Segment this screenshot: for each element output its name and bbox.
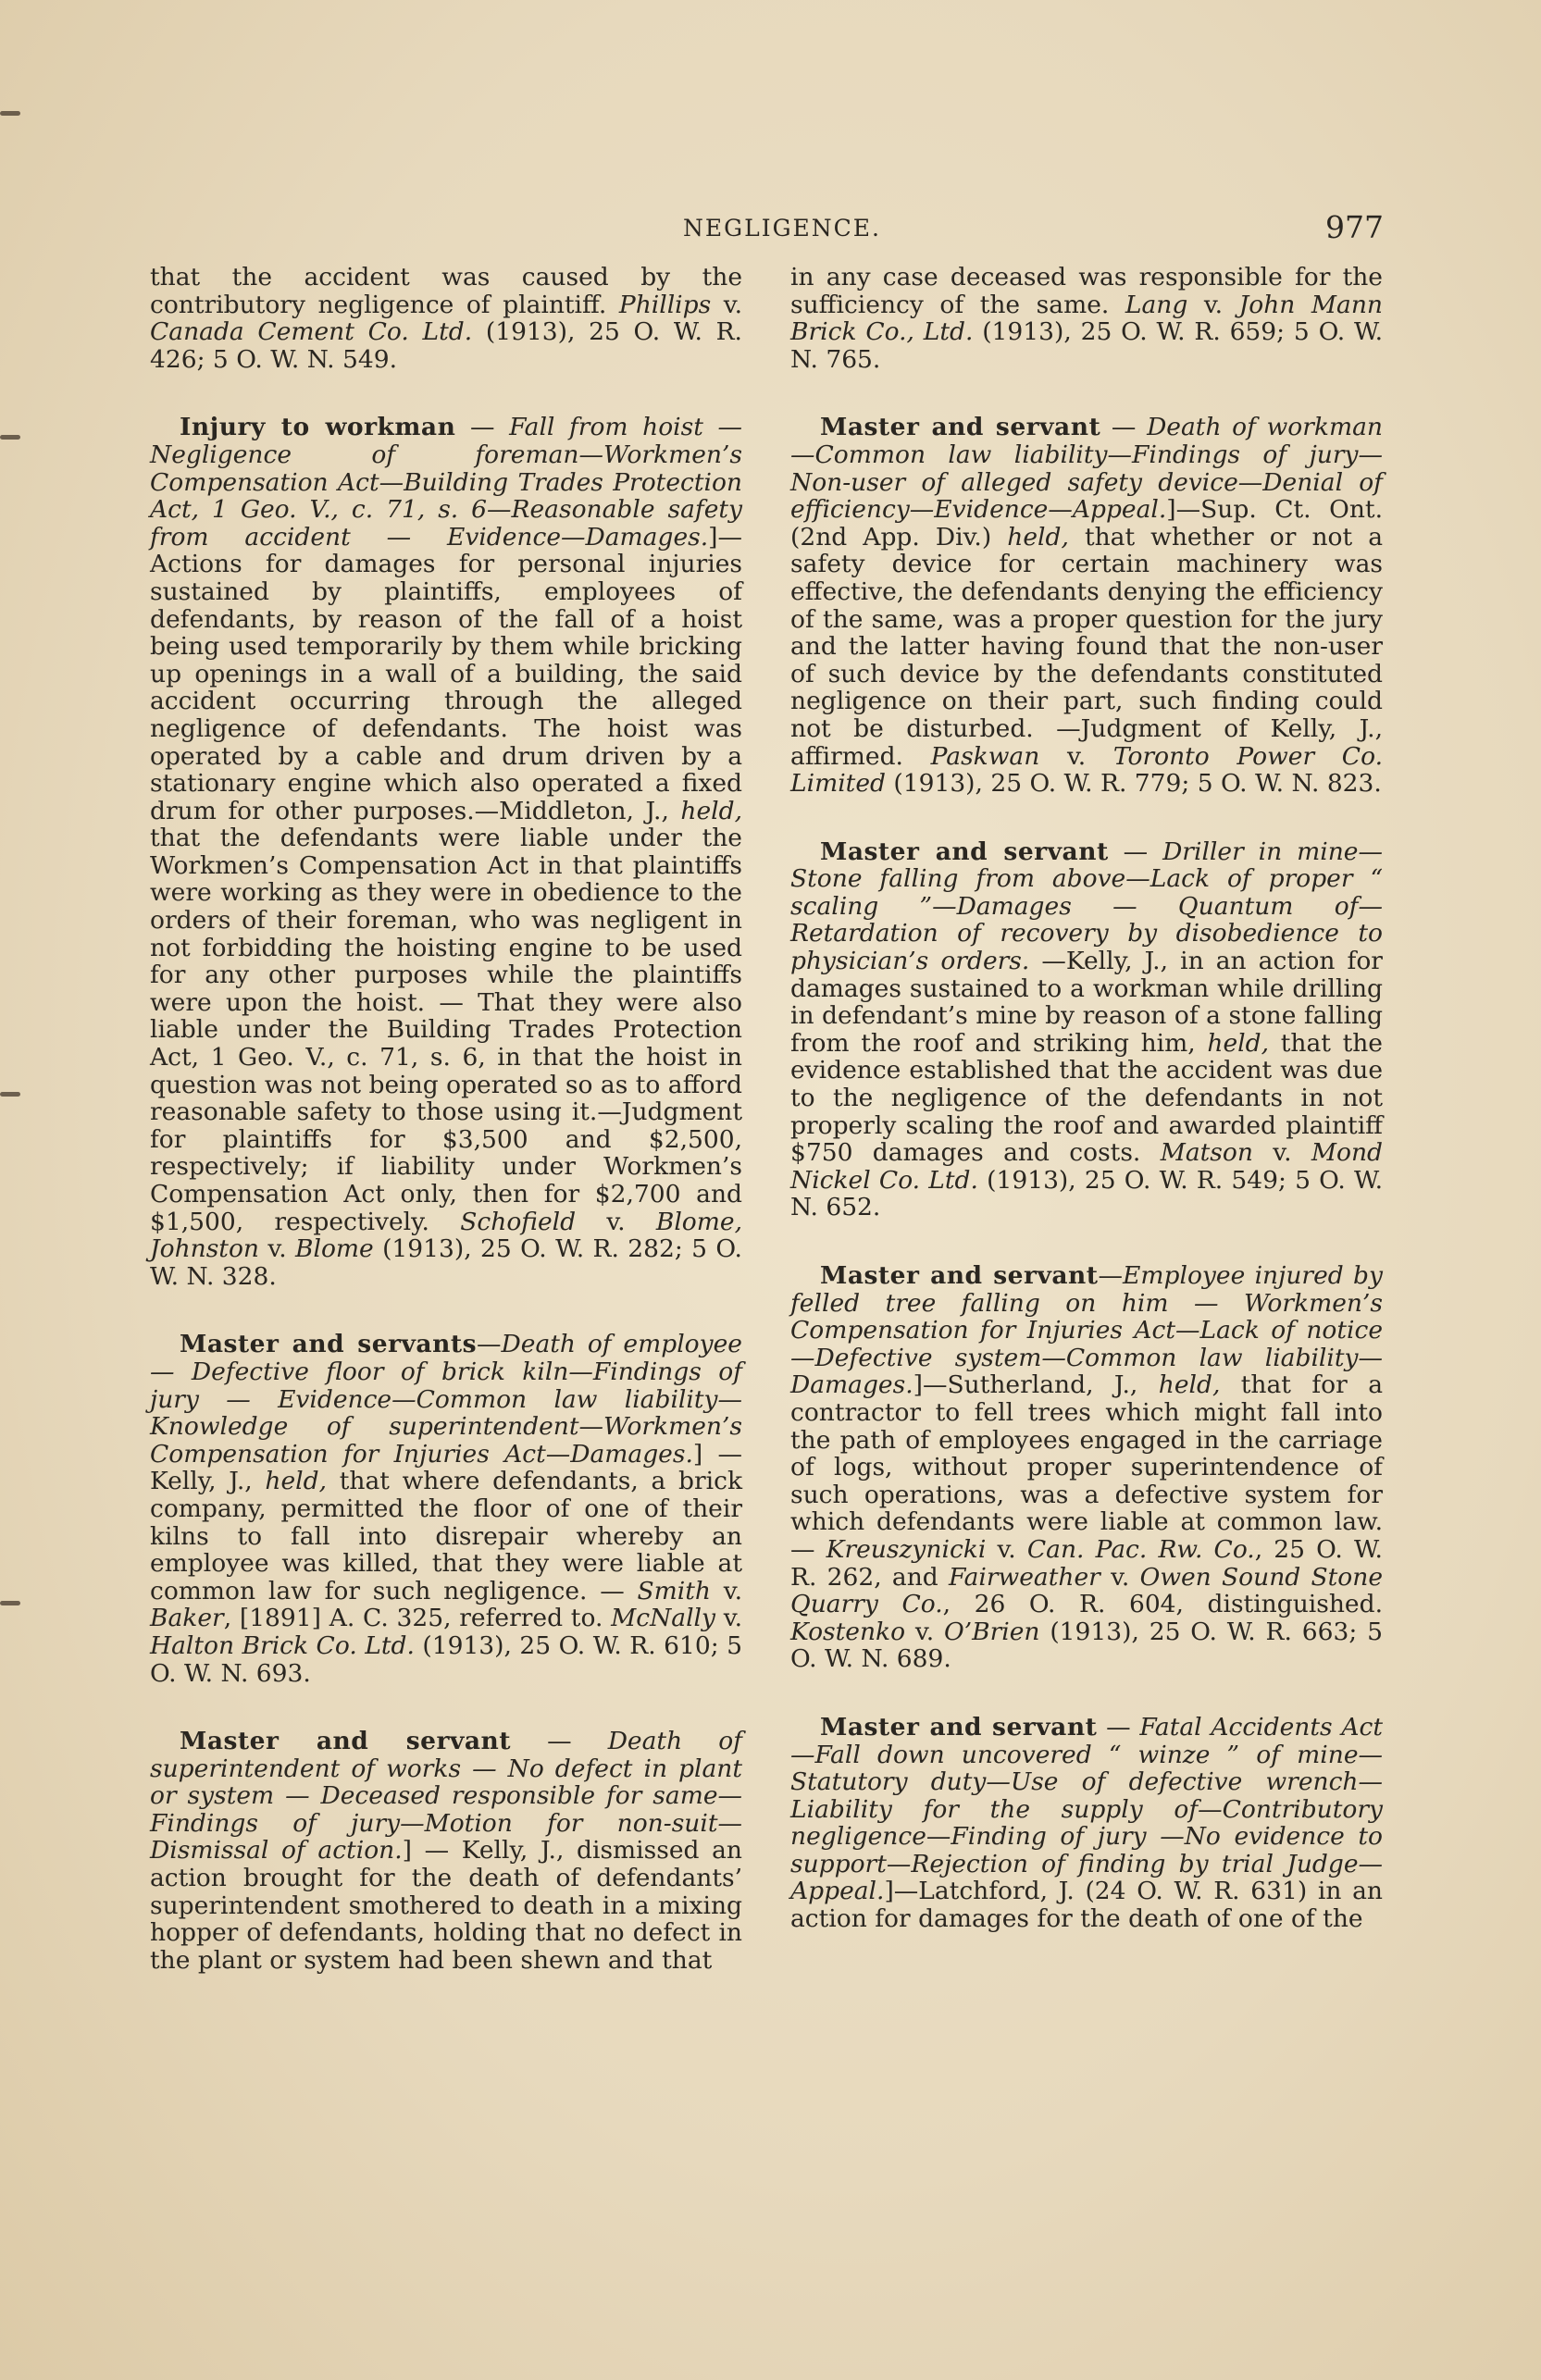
italic-text: Employee injured by felled tree falling on him — Workmen’s Compensation for Injuries Act—Lack of notice—Defective system—Common law liability—Damages. (790, 1261, 1383, 1400)
body-text: — (455, 413, 510, 442)
body-text: — (511, 1727, 608, 1756)
body-text: v. (1100, 1562, 1140, 1592)
body-text: that the accident was caused by the contributory negligence of plaintiff. (150, 263, 742, 319)
body-text: , 25 O. W. R. 262, and (790, 1534, 1383, 1592)
italic-text: Paskwan (930, 741, 1040, 771)
body-text: v. (711, 290, 742, 319)
body-text: — (1108, 837, 1163, 866)
italic-text: Fatal Accidents Act—Fall down uncovered “ winze ” of mine—Statutory duty—Use of defective wrench—Liability for the supply of—Contributory negligence—Finding of jury —No evidence to support—Rejection of finding by trial Judge—Appeal. (790, 1712, 1383, 1906)
italic-text: held, (1007, 522, 1069, 552)
italic-text: Owen Sound Stone Quarry Co. (790, 1562, 1384, 1619)
italic-text: Baker (150, 1604, 224, 1633)
body-text: v. (715, 1604, 742, 1633)
italic-text: held, (1158, 1370, 1221, 1400)
body-text: that where defendants, a brick company, permitted the floor of one of their kilns to fall into disrepair whereby an employee was killed, that they were liable at common law for such negligence. — (150, 1467, 743, 1605)
margin-mark (0, 435, 20, 440)
body-text: —Kelly, J., in an action for damages sustained to a workman while drilling in defendant’s mine by reason of a stone falling from the roof and striking him, (790, 947, 1383, 1058)
italic-text: Kostenko (790, 1617, 906, 1646)
body-text: — (477, 1330, 502, 1359)
italic-text: Halton Brick Co. Ltd. (150, 1630, 415, 1660)
case-heading: Master and servant (820, 1712, 1098, 1742)
italic-text: O’Brien (943, 1617, 1040, 1646)
body-text: — (1098, 1261, 1124, 1290)
body-text: v. (1187, 290, 1239, 319)
case-entry (150, 1728, 742, 1974)
body-text: (1913), 25 O. W. R. 779; 5 O. W. N. 823. (885, 769, 1382, 799)
continued-paragraph (150, 264, 742, 373)
italic-text: held, (265, 1467, 328, 1496)
body-text: v. (710, 1576, 742, 1605)
body-text: — (1097, 1712, 1140, 1742)
case-heading: Master and servants (180, 1330, 478, 1359)
body-text: v. (576, 1207, 656, 1236)
body-text: that the defendants were liable under the Workmen’s Compensation Act in that plaintiffs were working as they were in obedience to the orders of their foreman, who was negligent in not forbidding the hoisting engine to be used for any other purposes while the plaintiffs were upon the hoist. — That they were also liable under the Building Trades Protection Act, 1 Geo. V., c. 71, s. 6, in that the hoist in question was not being operated so as to afford reasonable safety to those using it.—Judgment for plaintiffs for $3,500 and $2,500, respectively; if liability under Workmen’s Compensation Act only, then for $2,700 and $1,500, respectively. (150, 824, 742, 1236)
case-entry (150, 1331, 742, 1687)
italic-text: Smith (637, 1576, 711, 1605)
italic-text: Mond Nickel Co. Ltd. (790, 1138, 1383, 1195)
body-text: ]—Actions for damages for personal injuries sustained by plaintiffs, employees of defendants, by reason of the fall of a hoist being used temporarily by them while bricking up openings in a wall of a building, the said accident occurring through the alleged negligence of defendants. The hoist was operated by a cable and drum driven by a stationary engine which also operated a fixed drum for other purposes.—Middleton, J., (150, 522, 742, 825)
case-heading: Master and servant (180, 1727, 512, 1756)
italic-text: Phillips (618, 290, 712, 319)
italic-text: Death of workman—Common law liability—Findings of jury—Non-user of alleged safety device—Denial of efficiency—Evidence—Appeal. (790, 413, 1383, 525)
italic-text: Toronto Power Co. Limited (790, 741, 1383, 799)
continued-paragraph (790, 264, 1383, 373)
italic-text: Can. Pac. Rw. Co. (1026, 1534, 1255, 1564)
body-text: ]—Latchford, J. (24 O. W. R. 631) in an action for damages for the death of one of the (790, 1877, 1383, 1934)
body-text: v. (986, 1534, 1027, 1564)
margin-mark (0, 1092, 20, 1097)
body-text: v. (258, 1234, 295, 1264)
case-entry (790, 838, 1383, 1221)
italic-text: Blome, Johnston (150, 1207, 742, 1264)
italic-text: Blome (295, 1234, 374, 1264)
italic-text: held, (680, 796, 742, 825)
body-text: that whether or not a safety device for certain machinery was effective, the defendants denying the efficiency of the same, was a proper question for the jury and the latter having found that the non-user of such device by the defendants constituted negligence on their part, such finding could not be disturbed. —Judgment of Kelly, J., affirmed. (790, 522, 1383, 771)
italic-text: Death of superintendent of works — No defect in plant or system — Deceased responsible for same—Findings of jury—Motion for non-suit—Dismissal of action. (150, 1727, 742, 1866)
left-column (150, 264, 742, 2014)
case-heading: Master and servant (820, 837, 1109, 866)
italic-text: Canada Cement Co. Ltd. (150, 317, 473, 347)
case-entry (790, 1714, 1383, 1933)
italic-text: Driller in mine—Stone falling from above—Lack of proper “ scaling ”—Damages — Quantum of—Retardation of recovery by disobedience to physician’s orders. (790, 837, 1383, 976)
running-title: NEGLIGENCE. (683, 215, 881, 242)
body-text: that for a contractor to fell trees which might fall into the path of employees engaged in the carriage of logs, without proper superintendence of such operations, was a defective system for which defendants were liable at common law. — (790, 1370, 1383, 1564)
italic-text: Death of employee — Defective floor of brick kiln—Findings of jury — Evidence—Common law liability—Knowledge of superintendent—Workmen’s Compensation for Injuries Act—Damages. (150, 1330, 742, 1469)
body-text: (1913), 25 O. W. R. 663; 5 O. W. N. 689. (790, 1617, 1383, 1674)
body-text: v. (1252, 1138, 1311, 1168)
body-text: (1913), 25 O. W. R. 282; 5 O. W. N. 328. (150, 1234, 742, 1291)
italic-text: held, (1207, 1028, 1270, 1058)
body-text: , [1891] A. C. 325, referred to. (223, 1604, 612, 1633)
body-text: v. (1039, 741, 1113, 771)
case-entry (790, 414, 1383, 797)
body-text: ]—Sup. Ct. Ont. (2nd App. Div.) (790, 495, 1383, 552)
italic-text: Fall from hoist — Negligence of foreman—Workmen’s Compensation Act—Building Trades Protection Act, 1 Geo. V., c. 71, s. 6—Reasonable safety from accident — Evidence—Damages. (150, 413, 742, 552)
italic-text: Lang (1125, 290, 1188, 319)
body-text: v. (905, 1617, 944, 1646)
margin-mark (0, 111, 20, 116)
italic-text: Kreuszynicki (826, 1534, 987, 1564)
body-text: ] — Kelly, J., dismissed an action brought for the death of defendants’ superintendent smothered to death in a mixing hopper of defendants, holding that no defect in the plant or system had been shewn and that (150, 1836, 742, 1975)
case-entry (150, 414, 742, 1290)
body-text: ] — Kelly, J., (150, 1439, 742, 1496)
case-heading: Master and servant (820, 413, 1101, 442)
body-text: (1913), 25 O. W. R. 549; 5 O. W. N. 652. (790, 1165, 1384, 1222)
body-text: that the evidence established that the accident was due to the negligence of the defendants in not properly scaling the roof and awarded plaintiff $750 damages and costs. (790, 1028, 1383, 1168)
italic-text: Fairweather (949, 1562, 1100, 1592)
page-header (148, 209, 1388, 261)
italic-text: Schofield (460, 1207, 577, 1236)
body-text: in any case deceased was responsible for the sufficiency of the same. (790, 263, 1383, 319)
case-heading: Master and servant (820, 1261, 1099, 1290)
body-text: (1913), 25 O. W. R. 659; 5 O. W. N. 765. (790, 317, 1384, 374)
italic-text: McNally (611, 1604, 715, 1633)
right-column (790, 264, 1383, 1974)
page-number: 977 (1325, 209, 1384, 245)
body-text: , 26 O. R. 604, distinguished. (942, 1590, 1383, 1619)
case-entry (790, 1262, 1383, 1673)
margin-mark (0, 1601, 20, 1605)
body-text: ]—Sutherland, J., (913, 1370, 1159, 1400)
body-text: (1913), 25 O. W. R. 426; 5 O. W. N. 549. (150, 317, 742, 374)
case-heading: Injury to workman (180, 413, 456, 442)
italic-text: John Mann Brick Co., Ltd. (790, 290, 1383, 347)
body-text: — (1100, 413, 1148, 442)
body-text: (1913), 25 O. W. R. 610; 5 O. W. N. 693. (150, 1630, 742, 1688)
italic-text: Matson (1160, 1138, 1253, 1168)
